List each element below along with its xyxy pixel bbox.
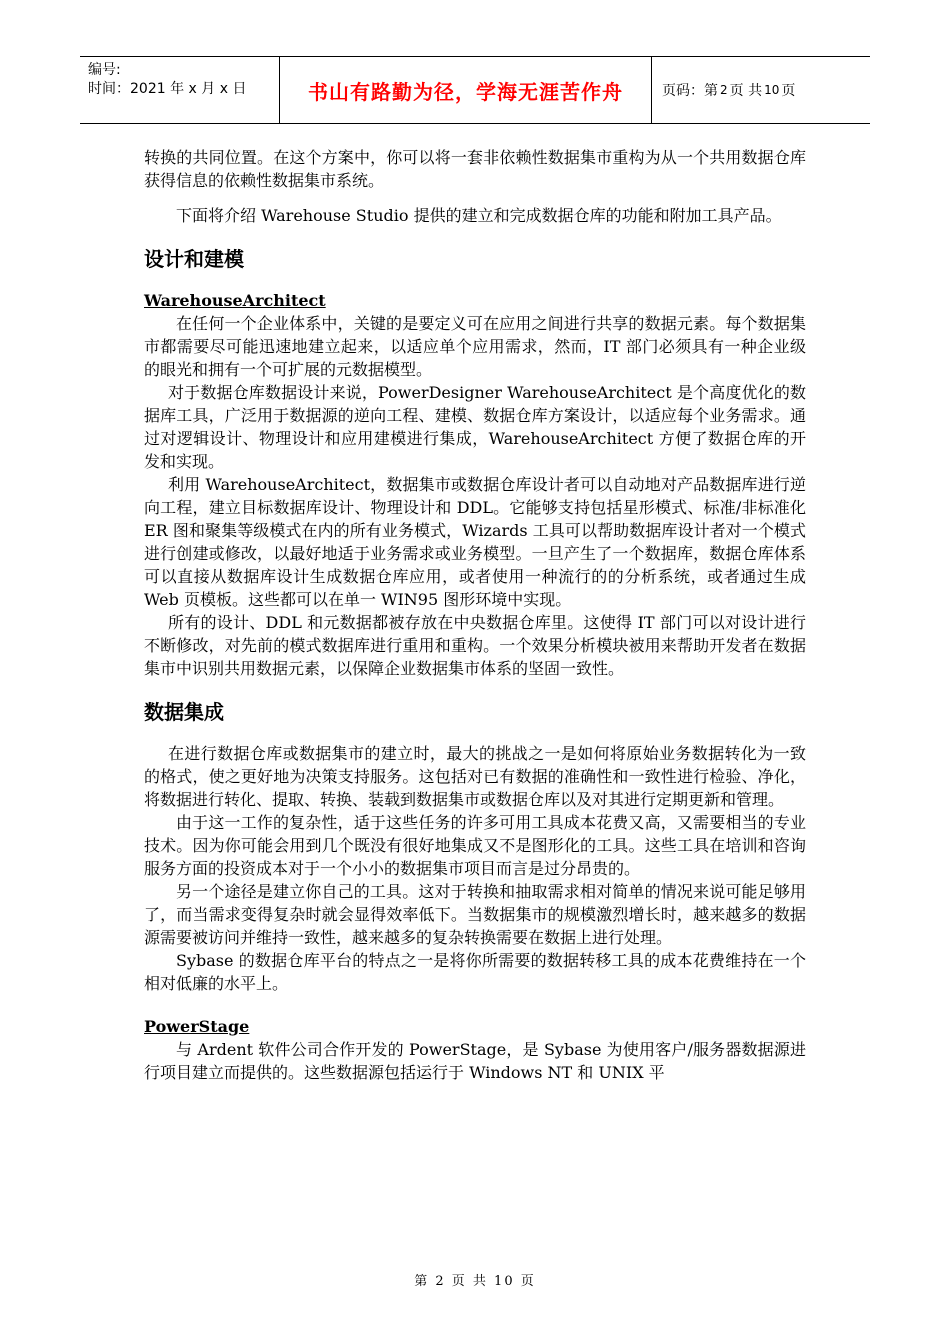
paragraph: 利用 WarehouseArchitect，数据集市或数据仓库设计者可以自动地对产品数据库进行逆向工程，建立目标数据库设计、物理设计和 DDL。它能够支持包括星形模式、标准/非标准化 ER 图和聚集等级模式在内的所有业务模式，Wizards 工具可以帮助数据库设计者对一个模式进行创建或修改，以最好地适于业务需求或业务模型。一旦产生了一个数据库，数据仓库体系可以直接从数据库设计生成数据仓库应用，或者使用一种流行的的分析系统，或者通过生成 Web 页模板。这些都可以在单一 WIN95 图形环境中实现。 (144, 475, 806, 609)
header-page-current: 2 (720, 83, 728, 97)
document-body (144, 146, 806, 1084)
paragraph: 对于数据仓库数据设计来说，PowerDesigner WarehouseArchitect 是个高度优化的数据库工具，广泛用于数据源的逆向工程、建模、数据仓库方案设计，以适应每个业务需求。通过对逻辑设计、物理设计和应用建模进行集成，WarehouseArchitect 方便了数据仓库的开发和实现。 (144, 383, 806, 471)
paragraph: 所有的设计、DDL 和元数据都被存放在中央数据仓库里。这使得 IT 部门可以对设计进行不断修改，对先前的模式数据库进行重用和重构。一个效果分析模块被用来帮助开发者在数据集市中识别共用数据元素，以保障企业数据集市体系的坚固一致性。 (144, 613, 806, 678)
paragraph: 转换的共同位置。在这个方案中，你可以将一套非依赖性数据集市重构为从一个共用数据仓库获得信息的依赖性数据集市系统。 (144, 148, 806, 190)
header-page-suffix: 页 (781, 83, 796, 99)
header-slogan: 书山有路勤为径，学海无涯苦作舟 (308, 79, 623, 104)
subheading-powerstage: PowerStage (144, 1017, 250, 1036)
section-heading-integration: 数据集成 (144, 700, 224, 724)
header-page-info (652, 57, 870, 123)
page-header (80, 56, 870, 124)
header-time-label: 时间：2021 年 x 月 x 日 (88, 81, 247, 97)
header-slogan-cell (280, 57, 652, 123)
paragraph: 在任何一个企业体系中，关键的是要定义可在应用之间进行共享的数据元素。每个数据集市都需要尽可能迅速地建立起来，以适应单个应用需求，然而，IT 部门必须具有一种企业级的眼光和拥有一个可扩展的元数据模型。 (144, 314, 806, 379)
subheading-warehousearchitect: WarehouseArchitect (144, 291, 326, 310)
paragraph: 另一个途径是建立你自己的工具。这对于转换和抽取需求相对简单的情况来说可能足够用了，而当需求变得复杂时就会显得效率低下。当数据集市的规模激烈增长时，越来越多的数据源需要被访问并维持一致性，越来越多的复杂转换需要在数据上进行处理。 (144, 882, 806, 947)
header-meta (80, 57, 280, 123)
paragraph: Sybase 的数据仓库平台的特点之一是将你所需要的数据转移工具的成本花费维持在一个相对低廉的水平上。 (144, 951, 806, 993)
page-footer: 第 2 页 共 10 页 (414, 1274, 536, 1289)
paragraph: 在进行数据仓库或数据集市的建立时，最大的挑战之一是如何将原始业务数据转化为一致的格式，使之更好地为决策支持服务。这包括对已有数据的准确性和一致性进行检验、净化，将数据进行转化、提取、转换、装载到数据集市或数据仓库以及对其进行定期更新和管理。 (144, 744, 806, 809)
header-number-label: 编号: (88, 62, 121, 78)
paragraph: 与 Ardent 软件公司合作开发的 PowerStage，是 Sybase 为使用客户/服务器数据源进行项目建立而提供的。这些数据源包括运行于 Windows NT 和 UNIX 平 (144, 1040, 806, 1082)
header-page-total: 10 (764, 83, 780, 97)
header-page-mid: 页 共 (729, 83, 763, 99)
paragraph: 由于这一工作的复杂性，适于这些任务的许多可用工具成本花费又高，又需要相当的专业技术。因为你可能会用到几个既没有很好地集成又不是图形化的工具。这些工具在培训和咨询服务方面的投资成本对于一个小小的数据集市项目而言是过分昂贵的。 (144, 813, 806, 878)
paragraph: 下面将介绍 Warehouse Studio 提供的建立和完成数据仓库的功能和附加工具产品。 (176, 206, 782, 225)
section-heading-design: 设计和建模 (144, 247, 244, 271)
header-page-prefix: 页码：第 (662, 83, 718, 99)
